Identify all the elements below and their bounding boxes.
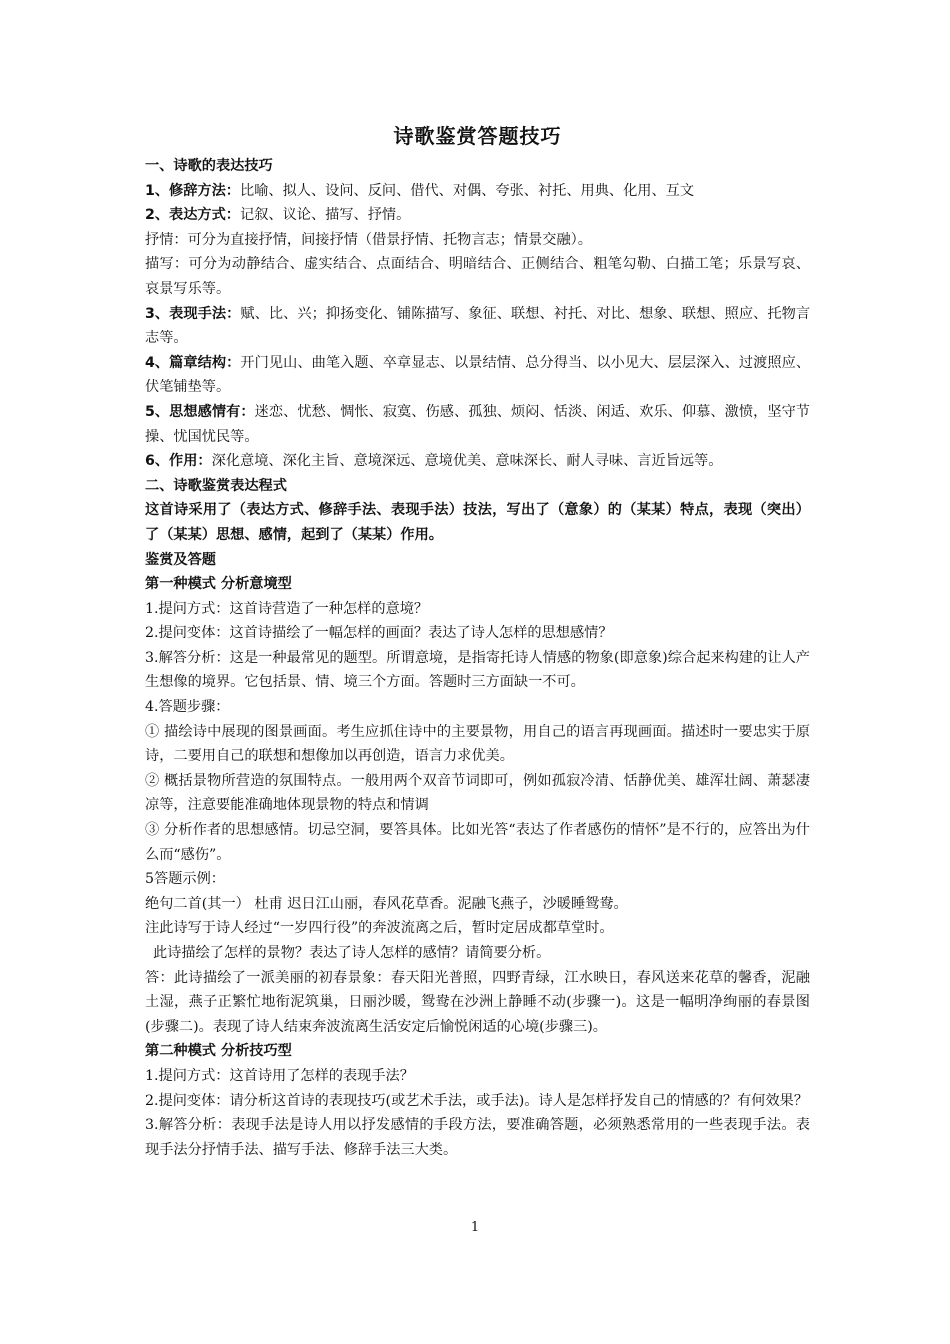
page-title: 诗歌鉴赏答题技巧 xyxy=(393,124,562,148)
item-label: 6、作用： xyxy=(145,453,212,470)
mode-1-step-2: ② 概括景物所营造的氛围特点。一般用两个双音节词即可，例如孤寂冷清、恬静优美、雄浑壮阔、萧瑟凄凉等，注意要能准确地体现景物的特点和情调 xyxy=(145,772,810,814)
item-expression xyxy=(145,203,810,228)
item-label: 3、表现手法： xyxy=(145,305,241,322)
poem-note: 注此诗写于诗人经过“一岁四行役”的奔波流离之后，暂时定居成都草堂时。 xyxy=(145,920,614,937)
item-techniques xyxy=(145,302,810,351)
subheading-appreciation: 鉴赏及答题 xyxy=(145,551,216,568)
example-question: 此诗描绘了怎样的景物？表达了诗人怎样的感情？请简要分析。 xyxy=(153,945,551,961)
item-label: 4、篇章结构： xyxy=(145,354,241,371)
miaoxie-text: 描写：可分为动静结合、虚实结合、点面结合、明暗结合、正侧结合、粗笔勾勒、白描工笔；乐景写哀、哀景写乐等。 xyxy=(145,256,810,297)
item-rhetoric xyxy=(145,179,810,204)
mode-1-q1: 1.提问方式：这首诗营造了一种怎样的意境？ xyxy=(145,600,429,617)
item-label: 5、思想感情有： xyxy=(145,403,255,420)
section-2-heading: 二、诗歌鉴赏表达程式 xyxy=(145,477,287,494)
item-label: 1、修辞方法： xyxy=(145,182,240,199)
document-page xyxy=(145,122,810,1162)
item-text: 比喻、拟人、设问、反问、借代、对偶、夸张、衬托、用典、化用、互文 xyxy=(240,182,695,199)
item-text: 赋、比、兴；抑扬变化、铺陈描写、象征、联想、衬托、对比、想象、联想、照应、托物言志等。 xyxy=(145,305,811,347)
item-emotions xyxy=(145,400,810,449)
page-number: 1 xyxy=(470,1220,480,1235)
mode-2-q2: 2.提问变体：请分析这首诗的表现技巧(或艺术手法，或手法)。诗人是怎样抒发自己的情感的？有何效果？ xyxy=(145,1092,809,1109)
mode-1-q4: 4.答题步骤： xyxy=(145,699,230,716)
item-text: 深化意境、深化主旨、意境深远、意境优美、意味深长、耐人寻味、言近旨远等。 xyxy=(211,453,723,470)
example-answer: 答：此诗描绘了一派美丽的初春景象：春天阳光普照，四野青绿，江水映日，春风送来花草的馨香，泥融土湿，燕子正繁忙地衔泥筑巢，日丽沙暖，鸳鸯在沙洲上静睡不动(步骤一)。这是一幅明净绚丽的春景图(步骤二)。表现了诗人结束奔波流离生活安定后愉悦闲适的心境(步骤三)。 xyxy=(145,969,810,1035)
mode-1-q5: 5答题示例： xyxy=(145,871,225,888)
mode-1-q3: 3.解答分析：这是一种最常见的题型。所谓意境，是指寄托诗人情感的物象(即意象)综合起来构建的让人产生想像的境界。它包括景、情、境三个方面。答题时三方面缺一不可。 xyxy=(145,649,810,691)
mode-2-q3: 3.解答分析：表现手法是诗人用以抒发感情的手段方法，要准确答题，必须熟悉常用的一些表现手法。表现手法分抒情手法、描写手法、修辞手法三大类。 xyxy=(145,1117,810,1158)
item-label: 2、表达方式： xyxy=(145,207,240,224)
item-text: 开门见山、曲笔入题、卒章显志、以景结情、总分得当、以小见大、层层深入、过渡照应、伏笔铺垫等。 xyxy=(145,354,811,396)
answer-formula: 这首诗采用了（表达方式、修辞手法、表现手法）技法，写出了（意象）的（某某）特点，表现（突出）了（某某）思想、感情，起到了（某某）作用。 xyxy=(145,502,810,543)
item-text: 迷恋、忧愁、惆怅、寂寞、伤感、孤独、烦闷、恬淡、闲适、欢乐、仰慕、激愤，坚守节操、忧国忧民等。 xyxy=(145,403,810,445)
item-structure xyxy=(145,351,810,400)
section-1-heading: 一、诗歌的表达技巧 xyxy=(145,158,273,174)
item-text: 记叙、议论、描写、抒情。 xyxy=(240,207,411,224)
mode-2-heading: 第二种模式 分析技巧型 xyxy=(145,1043,292,1060)
poem-line: 绝句二首(其一） 杜甫 迟日江山丽，春风花草香。泥融飞燕子，沙暖睡鸳鸯。 xyxy=(145,895,628,912)
mode-1-step-3: ③ 分析作者的思想感情。切忌空洞，要答具体。比如光答“表达了作者感伤的情怀”是不行的，应答出为什么而“感伤”。 xyxy=(145,822,810,863)
mode-1-step-1: ① 描绘诗中展现的图景画面。考生应抓住诗中的主要景物，用自己的语言再现画面。描述时一要忠实于原诗，二要用自己的联想和想像加以再创造，语言力求优美。 xyxy=(145,723,810,765)
mode-2-q1: 1.提问方式：这首诗用了怎样的表现手法？ xyxy=(145,1067,414,1084)
mode-1-q2: 2.提问变体：这首诗描绘了一幅怎样的画面？表达了诗人怎样的思想感情？ xyxy=(145,625,613,642)
item-function xyxy=(145,449,810,474)
shuqing-text: 抒情：可分为直接抒情，间接抒情（借景抒情、托物言志；情景交融）。 xyxy=(145,231,592,248)
mode-1-heading: 第一种模式 分析意境型 xyxy=(145,576,292,593)
